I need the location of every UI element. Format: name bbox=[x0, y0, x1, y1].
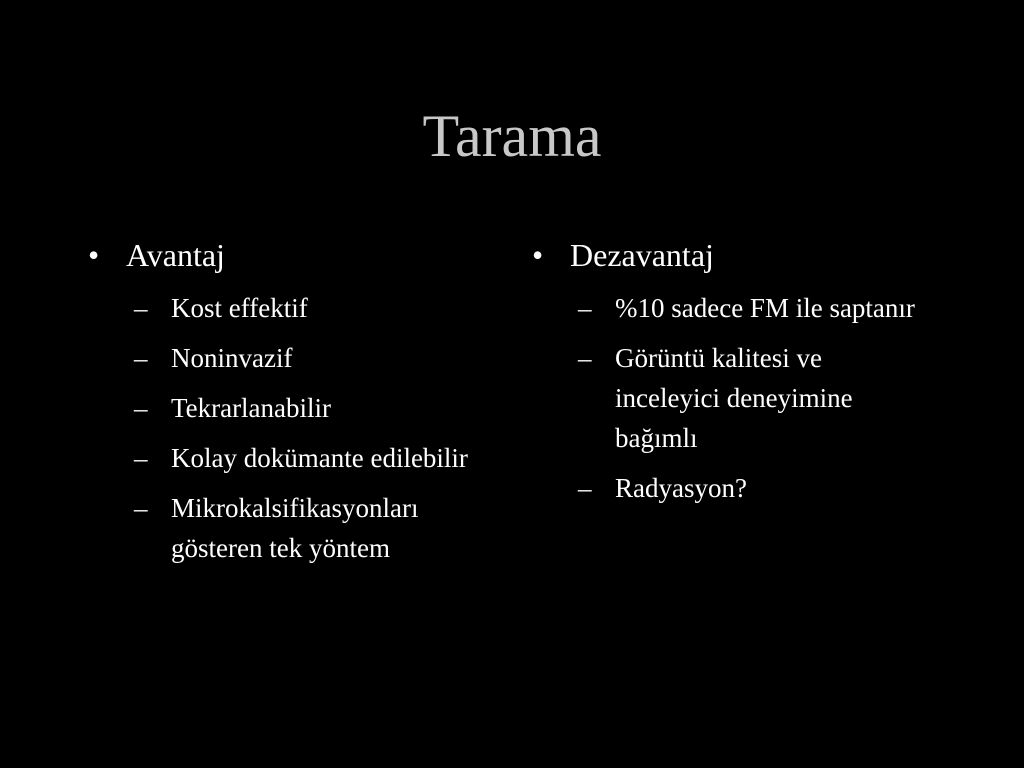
disadvantages-heading-row bbox=[532, 230, 932, 280]
dash-icon: – bbox=[134, 443, 148, 473]
dash-icon: – bbox=[578, 293, 592, 323]
list-item bbox=[578, 338, 932, 458]
list-item bbox=[134, 488, 508, 568]
list-item-text: Tekrarlanabilir bbox=[171, 393, 332, 423]
bullet-icon: • bbox=[532, 237, 544, 273]
dash-icon: – bbox=[134, 393, 148, 423]
list-item-text: Mikrokalsifikasyonları gösteren tek yöntem bbox=[171, 493, 419, 563]
list-item-text: Radyasyon? bbox=[615, 473, 747, 503]
disadvantages-list bbox=[578, 288, 932, 508]
list-item-text: Görüntü kalitesi ve inceleyici deneyimine bağımlı bbox=[615, 343, 853, 453]
dash-icon: – bbox=[134, 493, 148, 523]
advantages-heading-row bbox=[88, 230, 508, 280]
list-item bbox=[134, 338, 508, 378]
dash-icon: – bbox=[578, 473, 592, 503]
list-item-text: Kolay dokümante edilebilir bbox=[171, 443, 468, 473]
list-item bbox=[578, 468, 932, 508]
dash-icon: – bbox=[578, 343, 592, 373]
disadvantages-column bbox=[532, 230, 932, 518]
list-item-text: %10 sadece FM ile saptanır bbox=[615, 293, 915, 323]
list-item bbox=[134, 438, 508, 478]
list-item bbox=[134, 288, 508, 328]
list-item-text: Noninvazif bbox=[171, 343, 293, 373]
bullet-icon: • bbox=[88, 237, 100, 273]
list-item bbox=[578, 288, 932, 328]
slide-title: Tarama bbox=[422, 103, 602, 169]
dash-icon: – bbox=[134, 293, 148, 323]
advantages-list bbox=[134, 288, 508, 568]
list-item-text: Kost effektif bbox=[171, 293, 308, 323]
disadvantages-heading: Dezavantaj bbox=[570, 237, 714, 273]
advantages-heading: Avantaj bbox=[126, 237, 225, 273]
dash-icon: – bbox=[134, 343, 148, 373]
advantages-column bbox=[88, 230, 508, 578]
list-item bbox=[134, 388, 508, 428]
